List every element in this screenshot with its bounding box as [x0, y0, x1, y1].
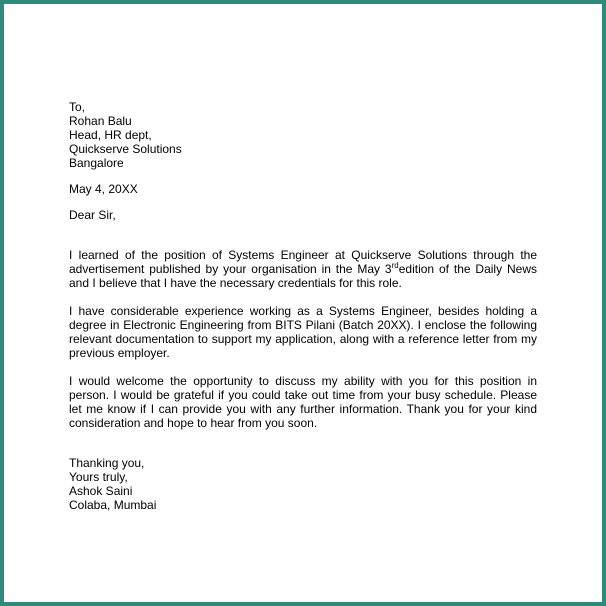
- recipient-city: Bangalore: [69, 156, 124, 170]
- closing-block: [69, 456, 537, 512]
- letter-body: [69, 100, 537, 512]
- closing-thanks: Thanking you,: [69, 456, 145, 470]
- paragraph-1-superscript: rd: [391, 261, 399, 270]
- paragraph-3: I would welcome the opportunity to discuss my ability with you for this position in person. I would be grateful if you could take out time from your busy schedule. Please let me know if I can provide you with any further information. Thank you for your kind consideration and hope to hear from you soon.: [69, 374, 537, 430]
- paragraph-1-text-a: I learned of the position of Systems Engineer at Quickserve Solutions through the advertisement published by your organisation in the May 3: [69, 248, 537, 276]
- paragraph-1: [69, 248, 537, 290]
- recipient-company: Quickserve Solutions: [69, 142, 182, 156]
- recipient-name: Rohan Balu: [69, 114, 132, 128]
- to-line: To,: [69, 100, 86, 114]
- sender-name: Ashok Saini: [69, 484, 133, 498]
- closing-signoff: Yours truly,: [69, 470, 128, 484]
- recipient-block: [69, 100, 537, 170]
- recipient-title: Head, HR dept,: [69, 128, 152, 142]
- sender-location: Colaba, Mumbai: [69, 498, 157, 512]
- paragraph-2: I have considerable experience working as a Systems Engineer, besides holding a degree in Electronic Engineering from BITS Pilani (Batch 20XX). I enclose the following relevant documentation to support my application, along with a reference letter from my previous employer.: [69, 304, 537, 360]
- letter-date: May 4, 20XX: [69, 182, 138, 196]
- paragraph-1-text-b: edition of the Daily News and I believe that I have the necessary credentials for this role.: [69, 262, 537, 290]
- greeting: Dear Sir,: [69, 208, 116, 222]
